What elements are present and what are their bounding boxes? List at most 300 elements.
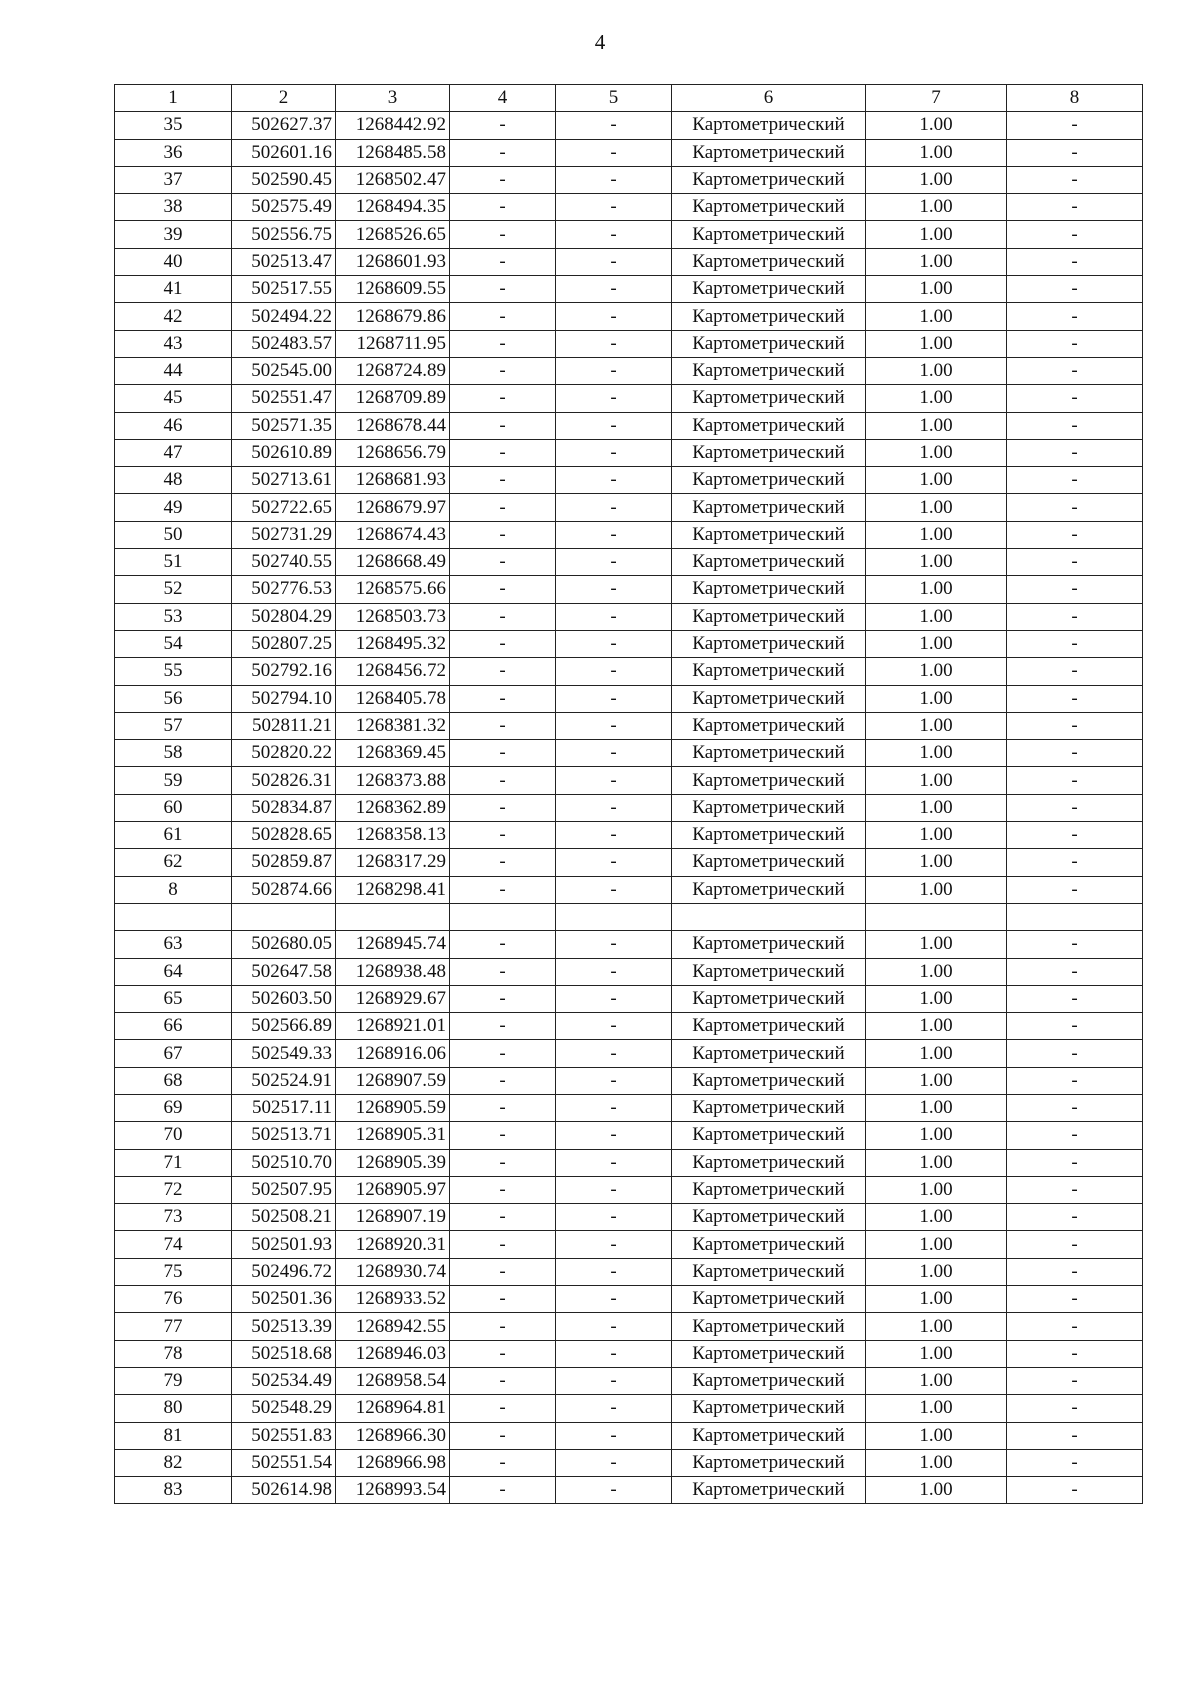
table-cell-col3: 1268494.35	[336, 194, 450, 221]
table-cell-col1: 54	[115, 630, 232, 657]
table-cell-col1: 50	[115, 521, 232, 548]
table-row	[115, 248, 1143, 275]
table-cell-col8: -	[1007, 1013, 1143, 1040]
table-cell-col7: 1.00	[866, 1449, 1007, 1476]
table-cell-col6: Картометрический	[672, 1422, 866, 1449]
table-cell-col1: 61	[115, 822, 232, 849]
table-row	[115, 1149, 1143, 1176]
table-cell-col5: -	[556, 439, 672, 466]
table-cell-col2: 502601.16	[232, 139, 336, 166]
table-cell-col2: 502496.72	[232, 1258, 336, 1285]
table-cell-col3: 1268907.59	[336, 1067, 450, 1094]
table-cell-col1: 77	[115, 1313, 232, 1340]
table-cell-col6: Картометрический	[672, 385, 866, 412]
table-cell-col1: 71	[115, 1149, 232, 1176]
table-cell-col3: 1268966.30	[336, 1422, 450, 1449]
table-row	[115, 194, 1143, 221]
table-row	[115, 876, 1143, 903]
table-cell-col7: 1.00	[866, 931, 1007, 958]
table-cell-col7: 1.00	[866, 248, 1007, 275]
table-cell-col8: -	[1007, 1449, 1143, 1476]
table-row	[115, 1204, 1143, 1231]
table-cell-col7: 1.00	[866, 1176, 1007, 1203]
table-cell-col5: -	[556, 549, 672, 576]
table-cell-col3: 1268358.13	[336, 822, 450, 849]
table-cell-col3: 1268724.89	[336, 357, 450, 384]
table-row	[115, 1231, 1143, 1258]
table-cell-col1: 83	[115, 1477, 232, 1504]
table-cell-col2: 502811.21	[232, 712, 336, 739]
table-cell-col4	[450, 903, 556, 930]
table-cell-col3: 1268905.97	[336, 1176, 450, 1203]
table-cell-col4: -	[450, 1258, 556, 1285]
table-cell-col8: -	[1007, 767, 1143, 794]
table-cell-col3: 1268905.39	[336, 1149, 450, 1176]
table-cell-col1: 78	[115, 1340, 232, 1367]
table-cell-col3: 1268502.47	[336, 166, 450, 193]
table-cell-col4: -	[450, 1040, 556, 1067]
table-cell-col5: -	[556, 1149, 672, 1176]
table-cell-col5: -	[556, 1286, 672, 1313]
table-row	[115, 576, 1143, 603]
table-cell-col5: -	[556, 357, 672, 384]
table-cell-col7: 1.00	[866, 1122, 1007, 1149]
table-cell-col7: 1.00	[866, 1204, 1007, 1231]
table-row	[115, 1067, 1143, 1094]
table-cell-col5: -	[556, 1122, 672, 1149]
table-cell-col7: 1.00	[866, 330, 1007, 357]
table-cell-col8: -	[1007, 112, 1143, 139]
table-cell-col8: -	[1007, 712, 1143, 739]
table-cell-col7: 1.00	[866, 1286, 1007, 1313]
table-cell-col2: 502590.45	[232, 166, 336, 193]
table-cell-col2: 502494.22	[232, 303, 336, 330]
table-cell-col1: 8	[115, 876, 232, 903]
table-cell-col4: -	[450, 276, 556, 303]
table-row	[115, 1367, 1143, 1394]
table-cell-col7: 1.00	[866, 1422, 1007, 1449]
table-cell-col6: Картометрический	[672, 931, 866, 958]
table-cell-col2: 502731.29	[232, 521, 336, 548]
table-cell-col7: 1.00	[866, 357, 1007, 384]
table-cell-col4: -	[450, 849, 556, 876]
table-cell-col6: Картометрический	[672, 658, 866, 685]
table-cell-col6: Картометрический	[672, 603, 866, 630]
table-cell-col5: -	[556, 958, 672, 985]
table-cell-col7: 1.00	[866, 603, 1007, 630]
column-header: 2	[232, 85, 336, 112]
table-cell-col1: 62	[115, 849, 232, 876]
table-cell-col6: Картометрический	[672, 876, 866, 903]
table-cell-col8: -	[1007, 931, 1143, 958]
table-cell-col2: 502518.68	[232, 1340, 336, 1367]
table-cell-col5	[556, 903, 672, 930]
table-row	[115, 1258, 1143, 1285]
table-row	[115, 985, 1143, 1012]
table-cell-col1: 46	[115, 412, 232, 439]
table-cell-col8: -	[1007, 1340, 1143, 1367]
table-cell-col6: Картометрический	[672, 1094, 866, 1121]
table-cell-col8: -	[1007, 685, 1143, 712]
table-cell-col7: 1.00	[866, 276, 1007, 303]
table-cell-col2: 502680.05	[232, 931, 336, 958]
table-cell-col1: 79	[115, 1367, 232, 1394]
table-cell-col6: Картометрический	[672, 1176, 866, 1203]
table-cell-col1: 76	[115, 1286, 232, 1313]
table-cell-col5: -	[556, 1094, 672, 1121]
table-cell-col8: -	[1007, 549, 1143, 576]
table-cell-col6: Картометрический	[672, 412, 866, 439]
table-cell-col8: -	[1007, 1258, 1143, 1285]
table-cell-col3: 1268656.79	[336, 439, 450, 466]
table-cell-col7: 1.00	[866, 876, 1007, 903]
table-cell-col2: 502828.65	[232, 822, 336, 849]
table-cell-col2: 502614.98	[232, 1477, 336, 1504]
table-cell-col7: 1.00	[866, 1231, 1007, 1258]
table-cell-col4: -	[450, 576, 556, 603]
table-cell-col2: 502820.22	[232, 740, 336, 767]
table-cell-col6: Картометрический	[672, 248, 866, 275]
table-cell-col2: 502510.70	[232, 1149, 336, 1176]
table-cell-col7: 1.00	[866, 767, 1007, 794]
table-cell-col8: -	[1007, 1204, 1143, 1231]
table-cell-col8: -	[1007, 385, 1143, 412]
table-row	[115, 1340, 1143, 1367]
table-cell-col5: -	[556, 521, 672, 548]
table-cell-col6: Картометрический	[672, 549, 866, 576]
table-cell-col5: -	[556, 1340, 672, 1367]
table-cell-col8: -	[1007, 357, 1143, 384]
table-body	[115, 85, 1143, 1504]
table-cell-col3: 1268373.88	[336, 767, 450, 794]
table-cell-col6: Картометрический	[672, 685, 866, 712]
table-cell-col3: 1268681.93	[336, 467, 450, 494]
table-cell-col5: -	[556, 467, 672, 494]
table-cell-col1: 60	[115, 794, 232, 821]
table-cell-col2: 502713.61	[232, 467, 336, 494]
page-number: 4	[594, 30, 606, 54]
table-cell-col5: -	[556, 194, 672, 221]
table-cell-col4: -	[450, 822, 556, 849]
table-cell-col7: 1.00	[866, 712, 1007, 739]
table-cell-col5: -	[556, 1231, 672, 1258]
table-cell-col4: -	[450, 1094, 556, 1121]
table-cell-col3: 1268920.31	[336, 1231, 450, 1258]
table-cell-col5: -	[556, 303, 672, 330]
table-row	[115, 1286, 1143, 1313]
table-cell-col8: -	[1007, 330, 1143, 357]
table-cell-col1: 44	[115, 357, 232, 384]
table-cell-col1: 59	[115, 767, 232, 794]
table-cell-col3: 1268442.92	[336, 112, 450, 139]
table-cell-col5: -	[556, 1204, 672, 1231]
table-cell-col6	[672, 903, 866, 930]
table-row	[115, 521, 1143, 548]
table-cell-col3	[336, 903, 450, 930]
table-cell-col6: Картометрический	[672, 1449, 866, 1476]
table-cell-col3: 1268298.41	[336, 876, 450, 903]
table-cell-col6: Картометрический	[672, 630, 866, 657]
table-cell-col8: -	[1007, 1122, 1143, 1149]
table-cell-col4: -	[450, 166, 556, 193]
table-cell-col3: 1268921.01	[336, 1013, 450, 1040]
table-cell-col2: 502513.71	[232, 1122, 336, 1149]
table-cell-col7: 1.00	[866, 985, 1007, 1012]
table-row	[115, 276, 1143, 303]
table-row	[115, 1094, 1143, 1121]
table-cell-col4: -	[450, 603, 556, 630]
table-cell-col8: -	[1007, 221, 1143, 248]
table-cell-col3: 1268679.86	[336, 303, 450, 330]
column-header: 7	[866, 85, 1007, 112]
table-cell-col1	[115, 903, 232, 930]
table-cell-col2: 502524.91	[232, 1067, 336, 1094]
column-header: 8	[1007, 85, 1143, 112]
table-cell-col4: -	[450, 330, 556, 357]
table-cell-col8: -	[1007, 1067, 1143, 1094]
table-cell-col4: -	[450, 385, 556, 412]
table-cell-col5: -	[556, 740, 672, 767]
table-cell-col1: 65	[115, 985, 232, 1012]
table-cell-col5: -	[556, 1395, 672, 1422]
table-cell-col5: -	[556, 330, 672, 357]
table-cell-col5: -	[556, 876, 672, 903]
table-cell-col6: Картометрический	[672, 276, 866, 303]
table-cell-col3: 1268938.48	[336, 958, 450, 985]
table-cell-col4: -	[450, 194, 556, 221]
table-cell-col5: -	[556, 494, 672, 521]
table-cell-col1: 41	[115, 276, 232, 303]
table-cell-col1: 74	[115, 1231, 232, 1258]
table-cell-col2: 502551.54	[232, 1449, 336, 1476]
table-cell-col6: Картометрический	[672, 767, 866, 794]
table-cell-col2: 502507.95	[232, 1176, 336, 1203]
table-cell-col7: 1.00	[866, 1367, 1007, 1394]
table-cell-col5: -	[556, 603, 672, 630]
table-row	[115, 330, 1143, 357]
table-cell-col2: 502571.35	[232, 412, 336, 439]
table-cell-col8: -	[1007, 467, 1143, 494]
table-cell-col3: 1268678.44	[336, 412, 450, 439]
table-cell-col2: 502575.49	[232, 194, 336, 221]
table-cell-col7: 1.00	[866, 1258, 1007, 1285]
table-cell-col4: -	[450, 1422, 556, 1449]
column-header: 4	[450, 85, 556, 112]
table-cell-col3: 1268381.32	[336, 712, 450, 739]
table-cell-col1: 51	[115, 549, 232, 576]
table-cell-col4: -	[450, 303, 556, 330]
table-cell-col4: -	[450, 1149, 556, 1176]
table-cell-col3: 1268601.93	[336, 248, 450, 275]
table-cell-col2: 502859.87	[232, 849, 336, 876]
table-cell-col5: -	[556, 221, 672, 248]
table-cell-col2: 502776.53	[232, 576, 336, 603]
table-cell-col1: 70	[115, 1122, 232, 1149]
table-row	[115, 385, 1143, 412]
table-cell-col1: 48	[115, 467, 232, 494]
table-cell-col4: -	[450, 794, 556, 821]
table-cell-col3: 1268933.52	[336, 1286, 450, 1313]
table-cell-col4: -	[450, 985, 556, 1012]
table-row	[115, 1122, 1143, 1149]
table-cell-col7: 1.00	[866, 1477, 1007, 1504]
table-cell-col7: 1.00	[866, 549, 1007, 576]
table-row	[115, 166, 1143, 193]
table-cell-col2: 502517.55	[232, 276, 336, 303]
table-cell-col7: 1.00	[866, 412, 1007, 439]
table-cell-col7: 1.00	[866, 194, 1007, 221]
table-cell-col1: 53	[115, 603, 232, 630]
table-cell-col1: 81	[115, 1422, 232, 1449]
table-cell-col4: -	[450, 357, 556, 384]
table-cell-col2: 502792.16	[232, 658, 336, 685]
table-row	[115, 903, 1143, 930]
table-cell-col7: 1.00	[866, 740, 1007, 767]
table-cell-col2: 502566.89	[232, 1013, 336, 1040]
table-cell-col8: -	[1007, 794, 1143, 821]
table-cell-col8: -	[1007, 1176, 1143, 1203]
table-cell-col4: -	[450, 1340, 556, 1367]
table-cell-col1: 68	[115, 1067, 232, 1094]
table-cell-col1: 82	[115, 1449, 232, 1476]
table-cell-col8	[1007, 903, 1143, 930]
table-cell-col5: -	[556, 849, 672, 876]
table-cell-col8: -	[1007, 1395, 1143, 1422]
table-cell-col2: 502804.29	[232, 603, 336, 630]
table-row	[115, 221, 1143, 248]
table-cell-col1: 49	[115, 494, 232, 521]
table-cell-col5: -	[556, 685, 672, 712]
table-cell-col4: -	[450, 1231, 556, 1258]
table-cell-col3: 1268674.43	[336, 521, 450, 548]
table-row	[115, 549, 1143, 576]
table-cell-col6: Картометрический	[672, 849, 866, 876]
table-cell-col3: 1268711.95	[336, 330, 450, 357]
table-cell-col5: -	[556, 139, 672, 166]
table-cell-col8: -	[1007, 521, 1143, 548]
table-cell-col8: -	[1007, 1094, 1143, 1121]
table-cell-col2: 502647.58	[232, 958, 336, 985]
table-cell-col6: Картометрический	[672, 1040, 866, 1067]
table-cell-col1: 38	[115, 194, 232, 221]
table-cell-col1: 58	[115, 740, 232, 767]
table-cell-col7: 1.00	[866, 221, 1007, 248]
table-cell-col2: 502603.50	[232, 985, 336, 1012]
table-cell-col1: 64	[115, 958, 232, 985]
table-cell-col2: 502874.66	[232, 876, 336, 903]
table-cell-col5: -	[556, 276, 672, 303]
table-cell-col1: 37	[115, 166, 232, 193]
table-row	[115, 1395, 1143, 1422]
table-row	[115, 494, 1143, 521]
table-cell-col4: -	[450, 876, 556, 903]
table-row	[115, 794, 1143, 821]
table-cell-col3: 1268958.54	[336, 1367, 450, 1394]
table-cell-col3: 1268369.45	[336, 740, 450, 767]
table-cell-col6: Картометрический	[672, 576, 866, 603]
table-cell-col6: Картометрический	[672, 1013, 866, 1040]
table-cell-col6: Картометрический	[672, 521, 866, 548]
table-cell-col3: 1268930.74	[336, 1258, 450, 1285]
table-row	[115, 357, 1143, 384]
table-cell-col6: Картометрический	[672, 221, 866, 248]
table-cell-col6: Картометрический	[672, 194, 866, 221]
table-cell-col1: 47	[115, 439, 232, 466]
table-cell-col5: -	[556, 1367, 672, 1394]
table-cell-col3: 1268456.72	[336, 658, 450, 685]
table-cell-col8: -	[1007, 248, 1143, 275]
table-cell-col3: 1268679.97	[336, 494, 450, 521]
table-cell-col4: -	[450, 685, 556, 712]
table-cell-col3: 1268907.19	[336, 1204, 450, 1231]
table-cell-col5: -	[556, 658, 672, 685]
table-cell-col8: -	[1007, 1149, 1143, 1176]
table-cell-col8: -	[1007, 849, 1143, 876]
table-cell-col6: Картометрический	[672, 794, 866, 821]
table-row	[115, 685, 1143, 712]
table-cell-col2: 502551.47	[232, 385, 336, 412]
table-cell-col7: 1.00	[866, 303, 1007, 330]
table-cell-col2: 502483.57	[232, 330, 336, 357]
table-cell-col4: -	[450, 1176, 556, 1203]
table-cell-col7: 1.00	[866, 822, 1007, 849]
table-row	[115, 931, 1143, 958]
table-cell-col1: 43	[115, 330, 232, 357]
table-cell-col7: 1.00	[866, 849, 1007, 876]
table-cell-col8: -	[1007, 740, 1143, 767]
table-row	[115, 630, 1143, 657]
table-cell-col1: 52	[115, 576, 232, 603]
column-header: 3	[336, 85, 450, 112]
table-row	[115, 139, 1143, 166]
table-cell-col6: Картометрический	[672, 740, 866, 767]
table-cell-col1: 80	[115, 1395, 232, 1422]
table-row	[115, 303, 1143, 330]
table-cell-col3: 1268362.89	[336, 794, 450, 821]
table-cell-col6: Картометрический	[672, 494, 866, 521]
table-cell-col2: 502551.83	[232, 1422, 336, 1449]
table-cell-col6: Картометрический	[672, 1149, 866, 1176]
table-cell-col1: 73	[115, 1204, 232, 1231]
table-cell-col6: Картометрический	[672, 357, 866, 384]
table-cell-col2: 502534.49	[232, 1367, 336, 1394]
table-cell-col5: -	[556, 1067, 672, 1094]
table-cell-col7: 1.00	[866, 685, 1007, 712]
table-cell-col6: Картометрический	[672, 1477, 866, 1504]
table-cell-col7: 1.00	[866, 1149, 1007, 1176]
table-row	[115, 958, 1143, 985]
column-header: 5	[556, 85, 672, 112]
table-cell-col8: -	[1007, 1313, 1143, 1340]
table-cell-col1: 36	[115, 139, 232, 166]
table-cell-col7: 1.00	[866, 467, 1007, 494]
table-cell-col3: 1268485.58	[336, 139, 450, 166]
column-header: 1	[115, 85, 232, 112]
table-cell-col6: Картометрический	[672, 712, 866, 739]
table-cell-col2: 502513.39	[232, 1313, 336, 1340]
table-cell-col6: Картометрический	[672, 166, 866, 193]
table-cell-col8: -	[1007, 276, 1143, 303]
table-cell-col8: -	[1007, 1231, 1143, 1258]
table-cell-col2: 502545.00	[232, 357, 336, 384]
table-cell-col1: 57	[115, 712, 232, 739]
table-cell-col3: 1268495.32	[336, 630, 450, 657]
table-cell-col3: 1268526.65	[336, 221, 450, 248]
table-cell-col2: 502548.29	[232, 1395, 336, 1422]
table-cell-col7: 1.00	[866, 1313, 1007, 1340]
table-cell-col1: 72	[115, 1176, 232, 1203]
table-cell-col7: 1.00	[866, 385, 1007, 412]
